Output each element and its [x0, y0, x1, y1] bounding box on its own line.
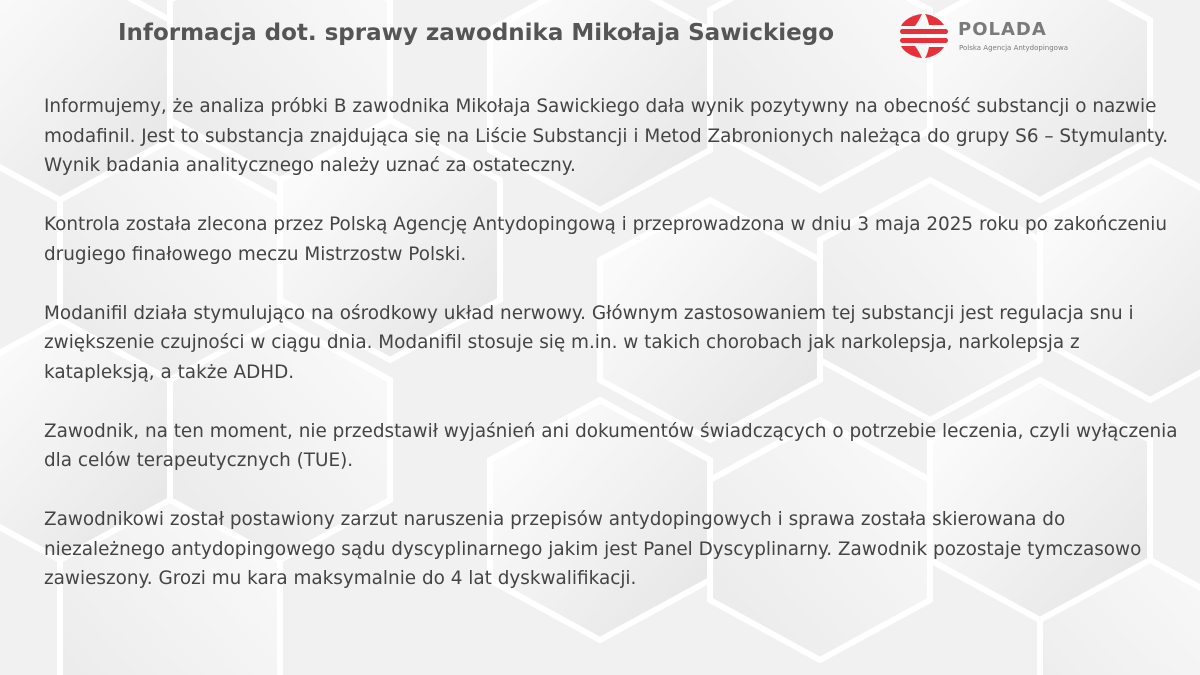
paragraph-control-details: Kontrola została zlecona przez Polską Agencję Antydopingową i przeprowadzona w dniu 3 maja 2025 roku po zakończeniu drugiego finałowego meczu Mistrzostw Polski.	[44, 214, 1168, 265]
paragraph-sample-result: Informujemy, że analiza próbki B zawodnika Mikołaja Sawickiego dała wynik pozytywny na obecność substancji o nazwie modafinil. Jest to substancja znajdująca się na Liście Substancji i Metod Zabronionych należąca do grupy S6 – Stymulanty. Wynik badania analitycznego należy uznać za ostateczny.	[44, 96, 1169, 176]
paragraph-charges: Zawodnikowi został postawiony zarzut naruszenia przepisów antydopingowych i sprawa została skierowana do niezależnego antydopingowego sądu dyscyplinarnego jakim jest Panel Dyscyplinarny. Zawodnik pozostaje tymczasowo zawieszony. Grozi mu kara maksymalnie do 4 lat dyskwalifikacji.	[44, 509, 1142, 589]
page-title: Informacja dot. sprawy zawodnika Mikołaja Sawickiego	[118, 20, 834, 46]
logo-name: POLADA	[958, 19, 1047, 40]
header	[0, 0, 1200, 80]
announcement-body	[44, 92, 1179, 594]
logo-subtitle: Polska Agencja Antydopingowa	[959, 44, 1068, 52]
polada-logo-icon	[900, 12, 948, 60]
paragraph-substance-info: Modanifil działa stymulująco na ośrodkowy układ nerwowy. Głównym zastosowaniem tej substancji jest regulacja snu i zwiększenie czujności w ciągu dnia. Modanifil stosuje się m.in. w takich chorobach jak narkolepsja, narkolepsja z katapleksją, a także ADHD.	[44, 302, 1134, 383]
paragraph-tue-status: Zawodnik, na ten moment, nie przedstawił wyjaśnień ani dokumentów świadczących o potrzebie leczenia, czyli wyłączenia dla celów terapeutycznych (TUE).	[44, 420, 1178, 471]
polada-logo	[900, 12, 1100, 62]
